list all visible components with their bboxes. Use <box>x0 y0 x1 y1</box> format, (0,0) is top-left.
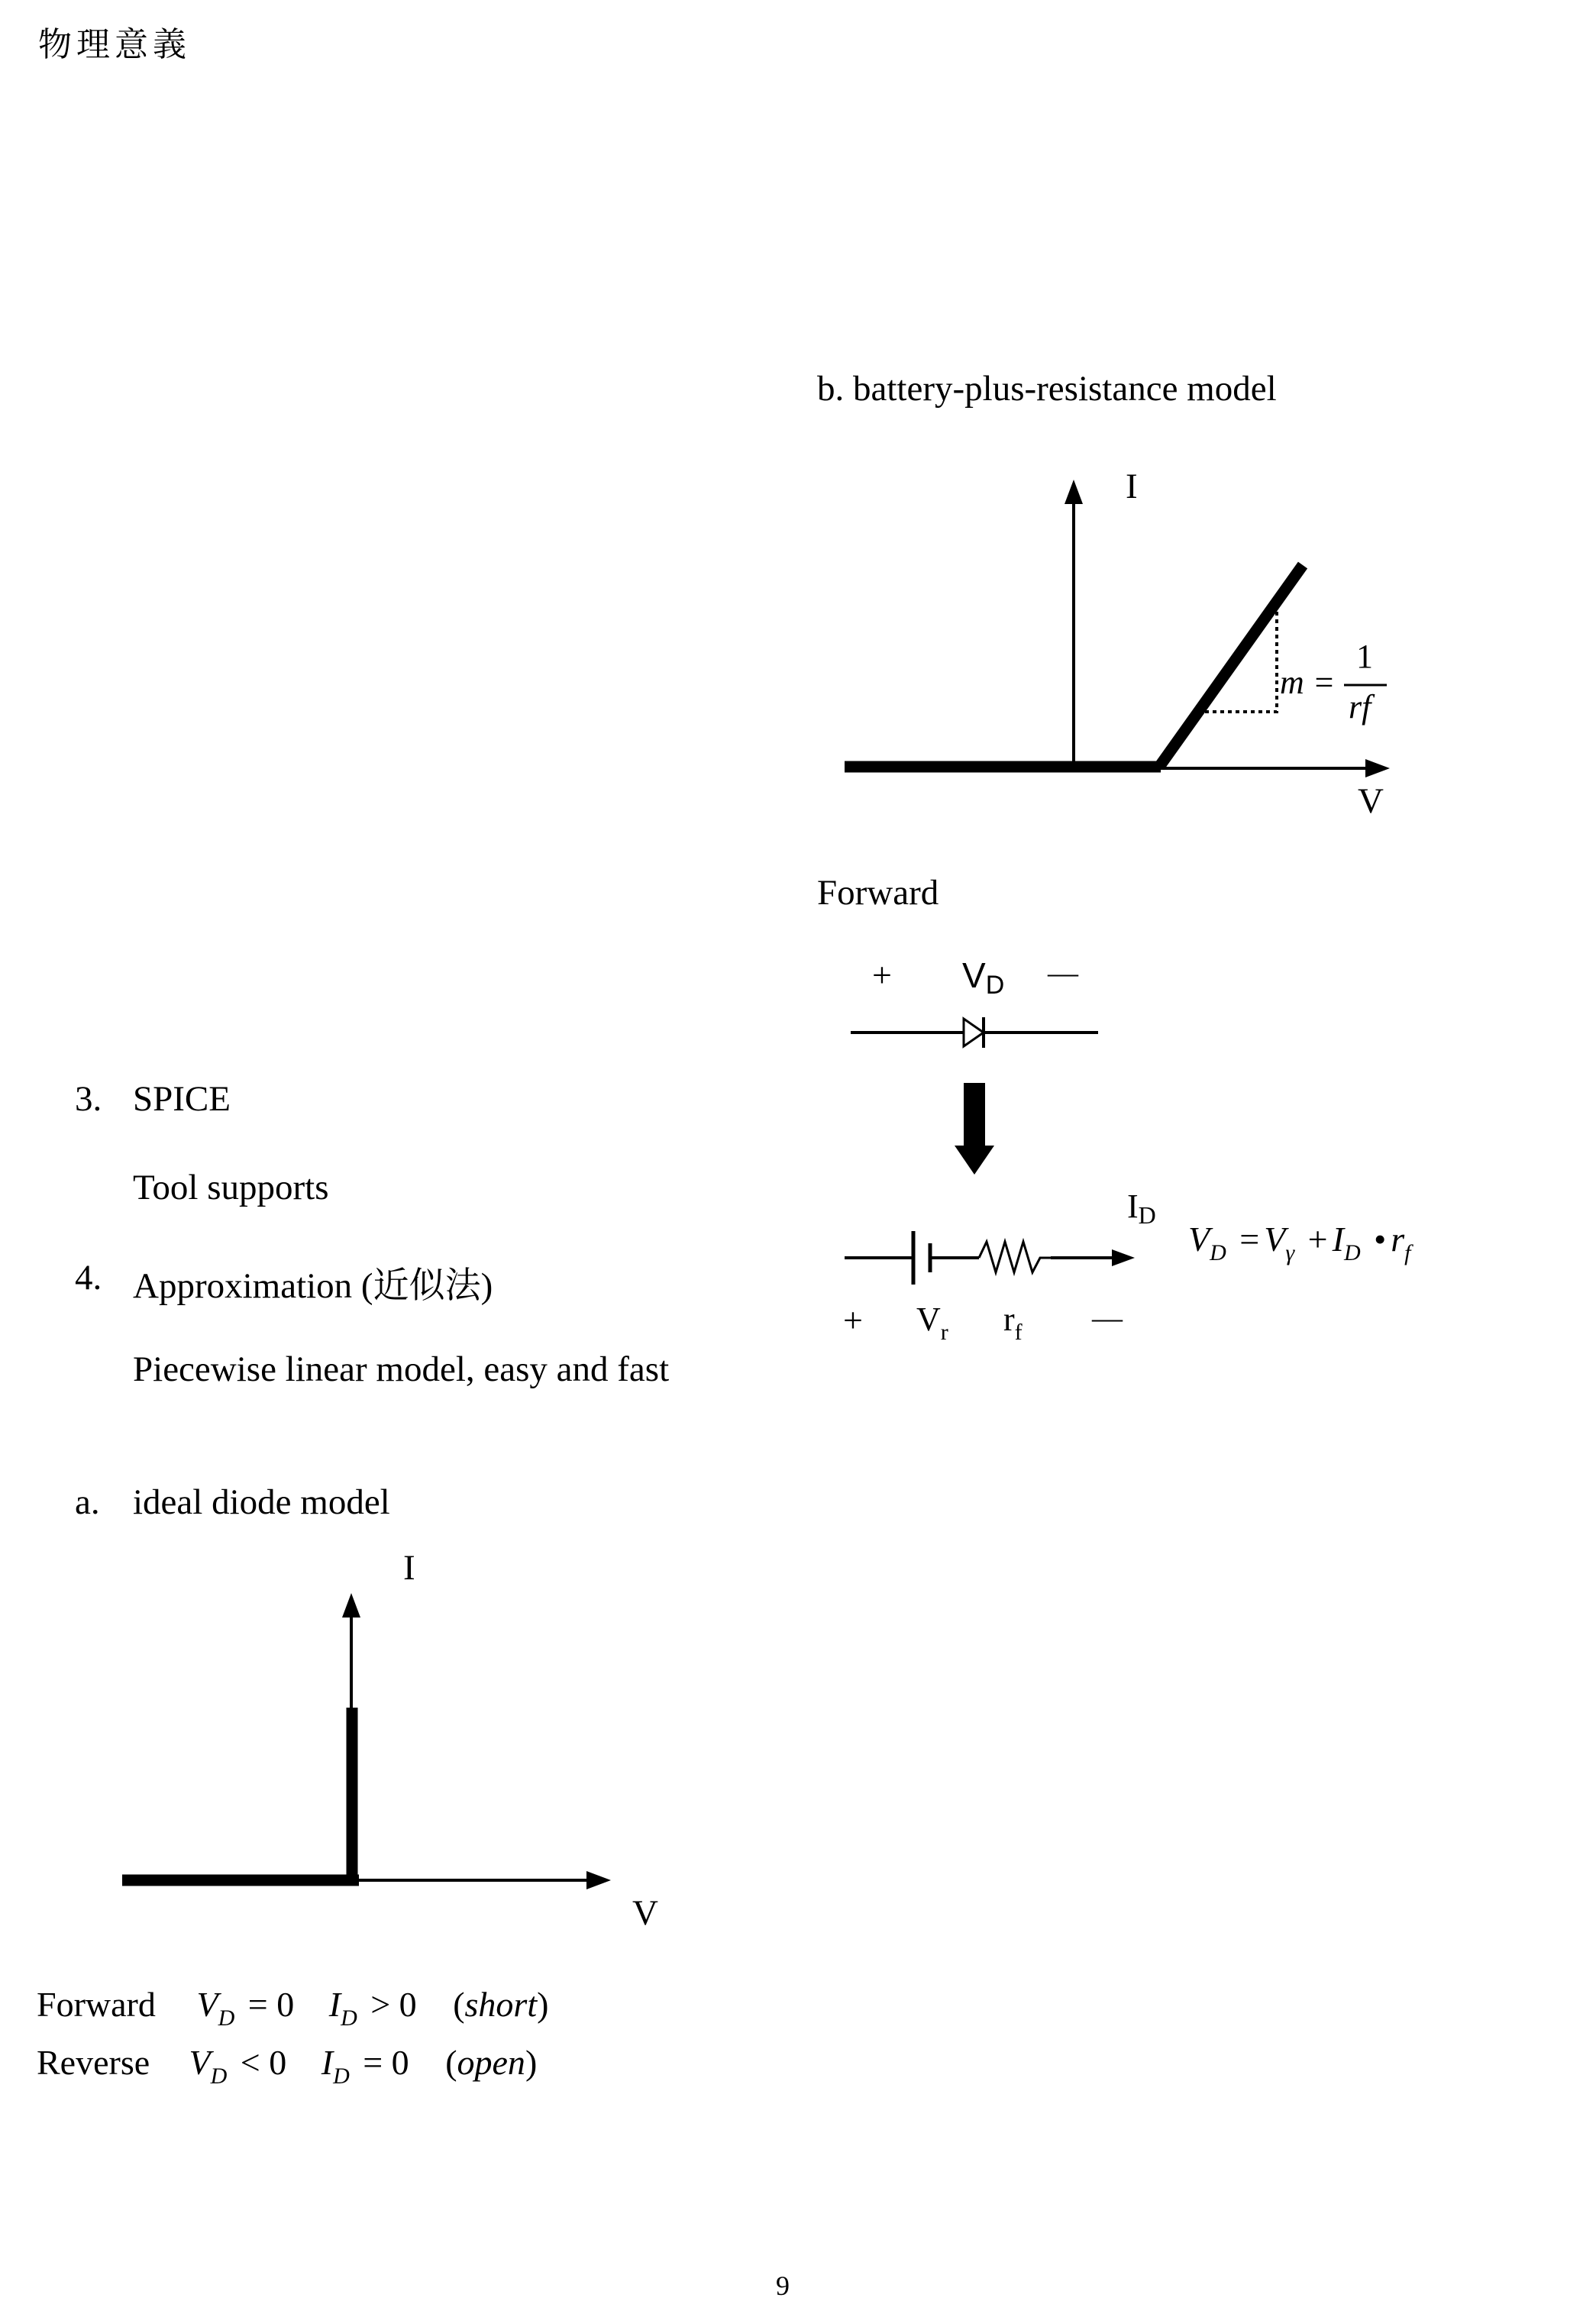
graph-b-slope-denominator: rf <box>1349 688 1371 726</box>
graph-b-slope-numerator: 1 <box>1356 638 1373 675</box>
graph-b-x-arrow <box>1365 759 1390 777</box>
equation-plus: + <box>1307 1220 1328 1259</box>
diode-symbol <box>851 1017 1098 1048</box>
transform-arrow-shaft <box>964 1083 985 1149</box>
equation-term1-sub: γ <box>1285 1240 1295 1265</box>
eq-current-i: I <box>1127 1188 1139 1225</box>
diode-vd-sub: D <box>985 971 1005 1000</box>
diode-vd-v: V <box>962 955 986 995</box>
forward-id: I <box>328 1985 341 2024</box>
reverse-id: I <box>321 2043 334 2082</box>
equation-term2-sub: D <box>1343 1240 1361 1265</box>
graph-b <box>845 480 1390 777</box>
forward-condition-label: Forward <box>37 1985 156 2024</box>
reverse-vd-relation: < 0 <box>240 2043 287 2082</box>
forward-state: short <box>464 1985 538 2024</box>
section-4-subtitle: Piecewise linear model, easy and fast <box>133 1349 670 1389</box>
section-3-number: 3. <box>75 1079 102 1119</box>
section-3-subtitle: Tool supports <box>133 1168 329 1207</box>
reverse-open-paren: ( <box>445 2043 457 2082</box>
equation-lhs: V <box>1188 1220 1210 1259</box>
equation-equals: = <box>1239 1220 1260 1259</box>
forward-close-paren: ) <box>537 1985 549 2024</box>
reverse-close-paren: ) <box>525 2043 538 2082</box>
eq-current-sub: D <box>1138 1201 1156 1229</box>
eq-plus-label: + <box>843 1301 863 1340</box>
eq-vr-v: V <box>916 1301 941 1338</box>
forward-open-paren: ( <box>453 1985 465 2024</box>
section-4-title: Approximation (近似法) <box>133 1266 493 1306</box>
forward-vd: V <box>196 1985 218 2024</box>
current-arrow-head <box>1112 1249 1135 1266</box>
model-b-forward-label: Forward <box>817 873 939 913</box>
graph-a-x-arrow <box>586 1871 611 1889</box>
equation-dot: • <box>1374 1220 1387 1259</box>
eq-minus-label: — <box>1092 1301 1123 1335</box>
section-3-title: SPICE <box>133 1079 231 1119</box>
eq-rf-sub: f <box>1014 1320 1023 1345</box>
graph-b-y-arrow <box>1065 480 1083 504</box>
resistor-zigzag <box>979 1242 1051 1272</box>
graph-b-y-label: I <box>1126 467 1138 506</box>
diode-triangle <box>964 1019 984 1046</box>
eq-rf-label <box>1003 1300 1023 1345</box>
forward-vd-sub: D <box>218 2005 235 2031</box>
forward-condition <box>37 1984 549 2031</box>
reverse-id-sub: D <box>333 2064 350 2089</box>
graph-b-x-label: V <box>1358 781 1384 821</box>
reverse-state: open <box>457 2043 525 2082</box>
reverse-vd-sub: D <box>210 2064 228 2089</box>
graph-a-y-label: I <box>403 1548 415 1588</box>
reverse-condition-label: Reverse <box>37 2043 150 2082</box>
reverse-vd: V <box>189 2043 211 2082</box>
equivalent-circuit <box>845 1231 1135 1285</box>
page-header-title: 物理意義 <box>38 26 191 63</box>
equation-term1: V <box>1264 1220 1286 1259</box>
eq-current-label <box>1127 1187 1156 1229</box>
model-a-label: ideal diode model <box>133 1482 390 1522</box>
transform-arrow <box>955 1083 994 1175</box>
graph-b-slope-lhs: m = <box>1280 664 1336 701</box>
model-a-letter: a. <box>75 1482 100 1522</box>
graph-a-x-label: V <box>632 1893 658 1933</box>
diode-plus-label: + <box>872 955 892 994</box>
eq-vr-sub: r <box>940 1320 948 1345</box>
diode-minus-label: — <box>1048 955 1078 990</box>
forward-equation <box>1188 1219 1411 1265</box>
eq-rf-r: r <box>1003 1301 1015 1338</box>
equation-term2: I <box>1332 1220 1344 1259</box>
graph-a-y-arrow <box>342 1593 360 1618</box>
forward-id-sub: D <box>341 2005 357 2031</box>
reverse-condition <box>37 2042 538 2089</box>
equation-term3-sub: f <box>1404 1240 1411 1265</box>
forward-id-relation: > 0 <box>370 1985 417 2024</box>
section-4-number: 4. <box>75 1258 102 1298</box>
forward-vd-relation: = 0 <box>247 1985 295 2024</box>
equation-lhs-sub: D <box>1210 1240 1226 1265</box>
reverse-id-relation: = 0 <box>363 2043 409 2082</box>
diode-vd-label <box>962 955 1005 1000</box>
transform-arrow-head <box>955 1146 994 1175</box>
model-b-label: b. battery-plus-resistance model <box>817 369 1277 409</box>
page-number: 9 <box>776 2270 790 2301</box>
eq-vr-label <box>916 1300 948 1345</box>
equation-term3: r <box>1391 1220 1405 1259</box>
graph-a <box>122 1593 611 1889</box>
